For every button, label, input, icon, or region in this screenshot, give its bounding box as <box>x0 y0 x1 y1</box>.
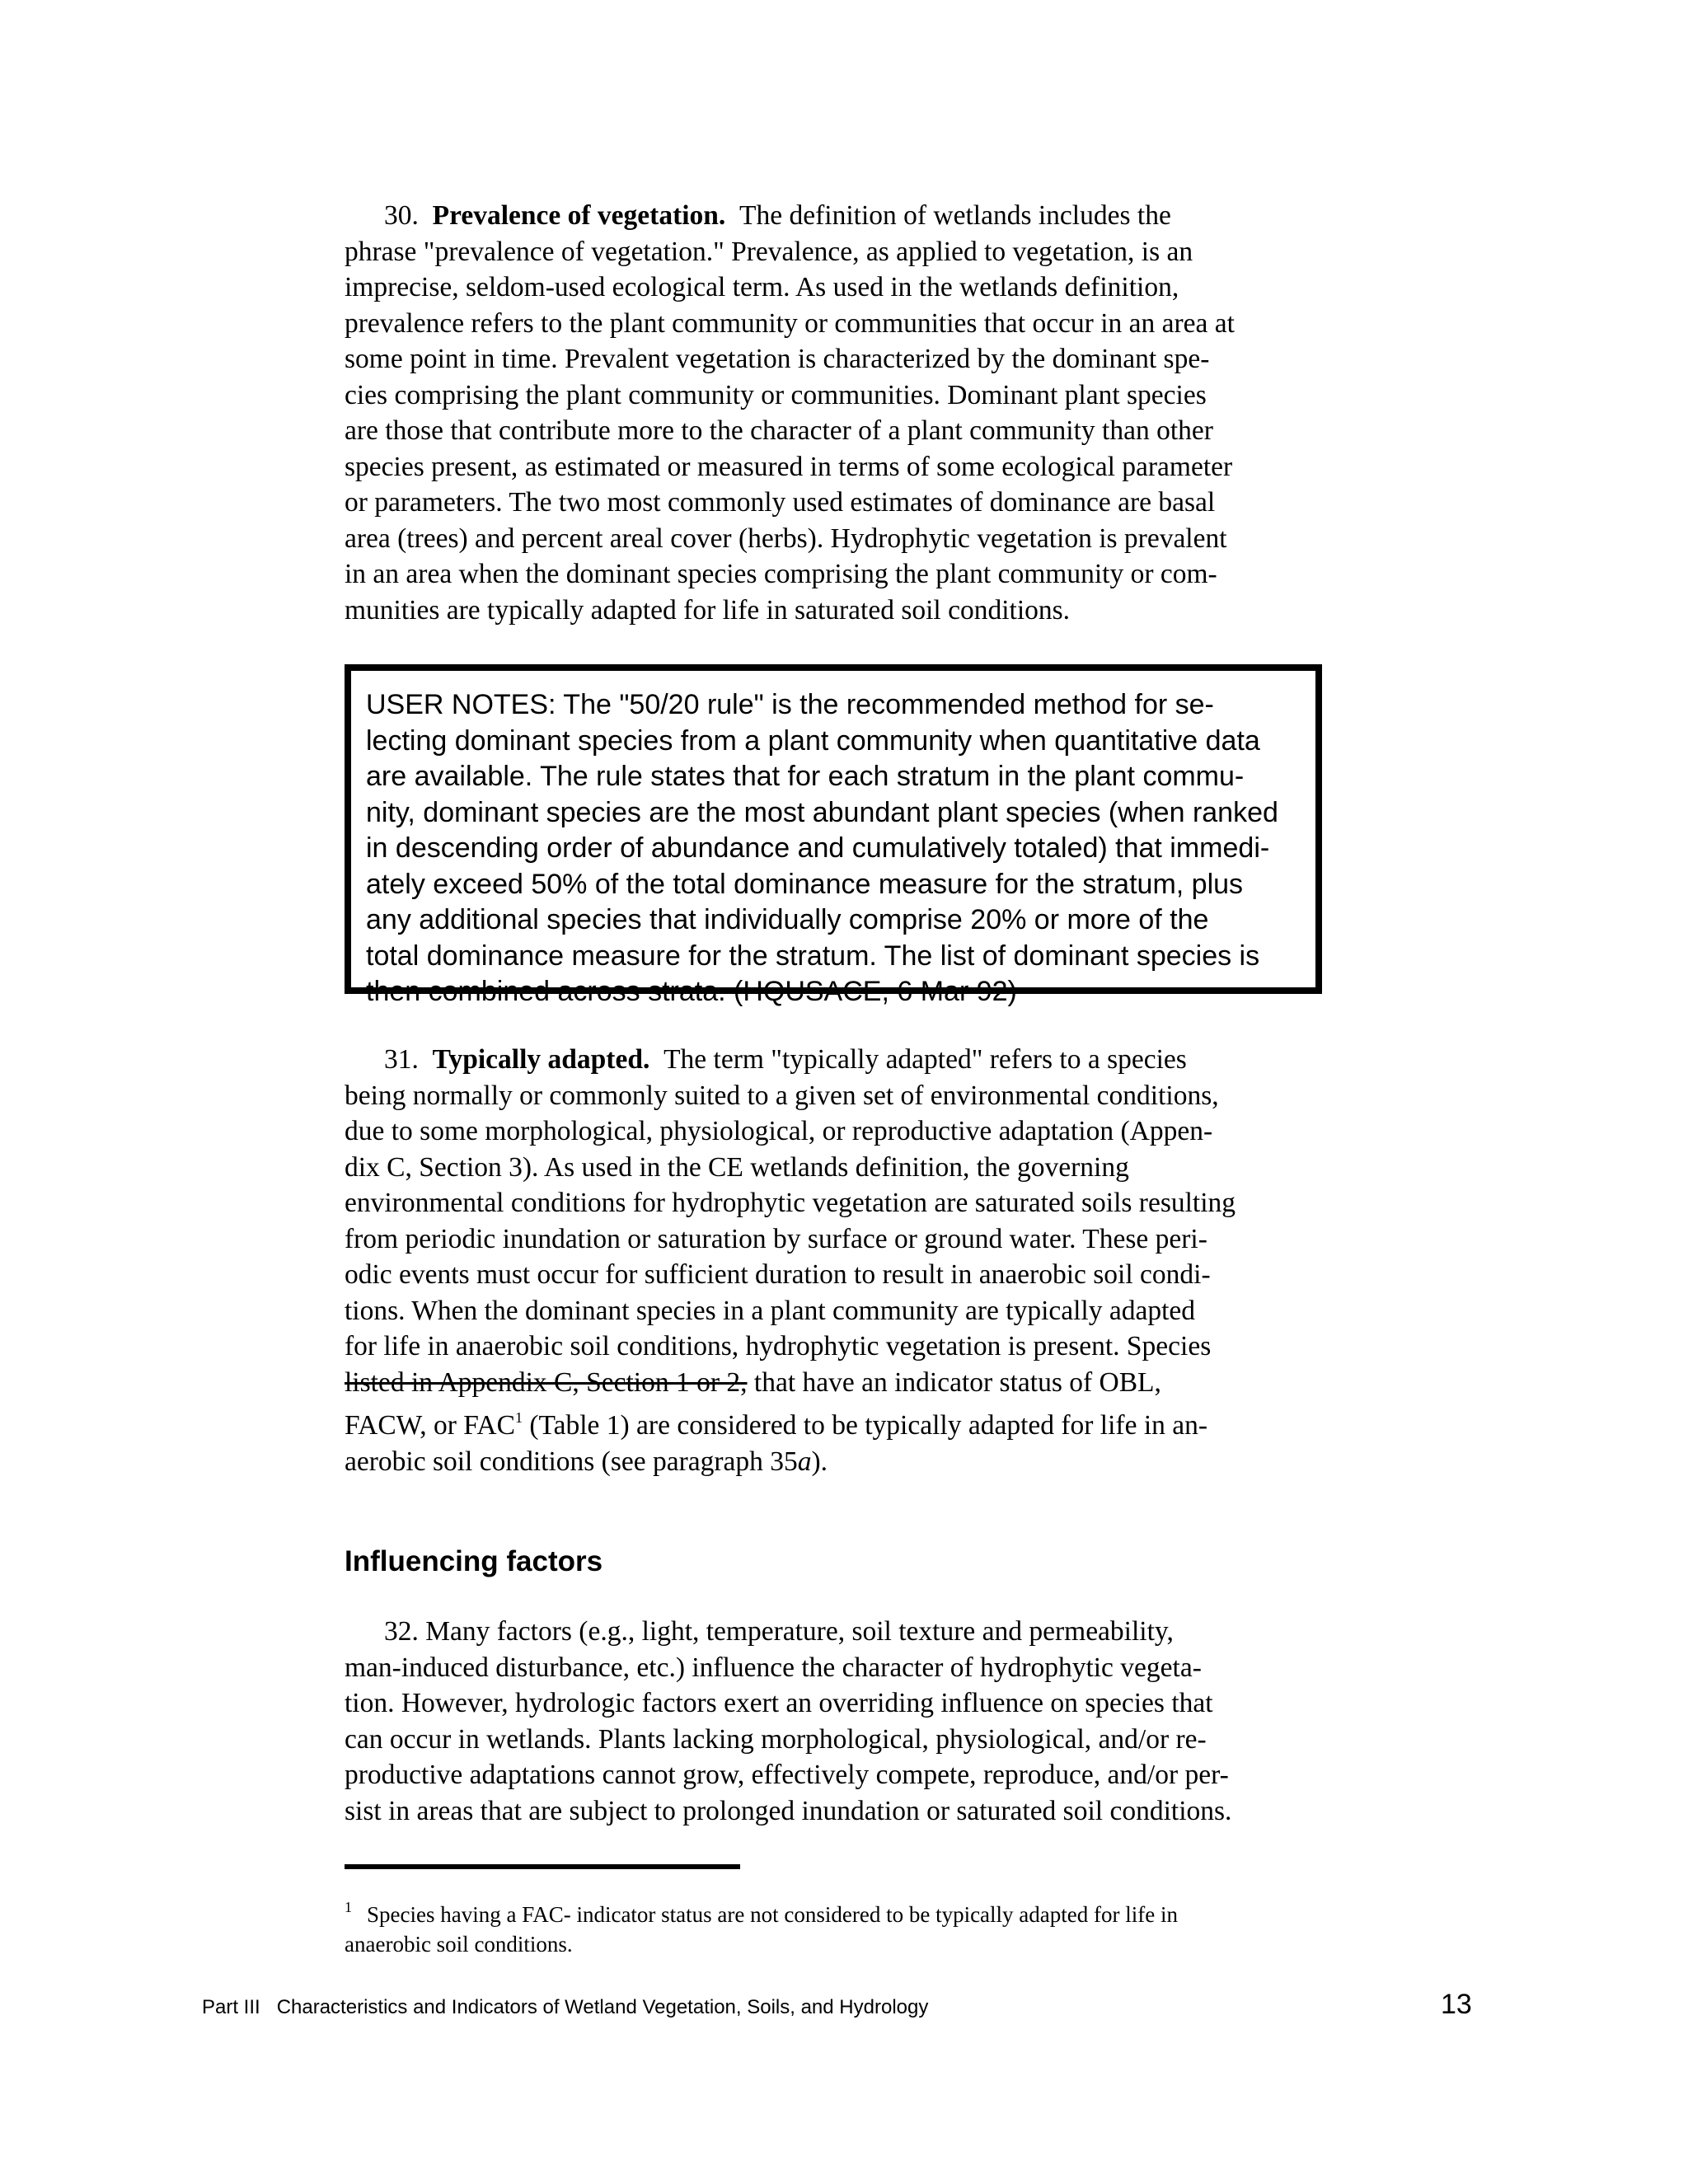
text-line: sist in areas that are subject to prolonged inundation or saturated soil conditions. <box>345 1795 1232 1826</box>
text-fragment: aerobic soil conditions (see paragraph 35 <box>345 1446 798 1477</box>
footnote-line <box>345 1892 1301 1929</box>
text-line: can occur in wetlands. Plants lacking morphological, physiological, and/or re- <box>345 1723 1207 1755</box>
paragraph-text: The definition of wetlands includes the <box>739 200 1171 231</box>
text-line: man-induced disturbance, etc.) influence the character of hydrophytic vegeta- <box>345 1652 1202 1683</box>
footer-title: Characteristics and Indicators of Wetland Vegetation, Soils, and Hydrology <box>276 1996 929 2018</box>
footnote-text: Species having a FAC- indicator status are not considered to be typically adapted for life in <box>367 1902 1178 1927</box>
user-notes-line: USER NOTES: The "50/20 rule" is the recommended method for se- <box>366 689 1214 720</box>
user-notes-line: then combined across strata. (HQUSACE, 6 Mar 92) <box>366 976 1017 1007</box>
text-line: for life in anaerobic soil conditions, hydrophytic vegetation is present. Species <box>345 1331 1212 1361</box>
paragraph-number: 31. <box>384 1044 419 1075</box>
text-line: or parameters. The two most commonly used estimates of dominance are basal <box>345 487 1216 518</box>
text-line: cies comprising the plant community or communities. Dominant plant species <box>345 379 1207 410</box>
footnote-line: anaerobic soil conditions. <box>345 1932 573 1957</box>
user-notes-line: nity, dominant species are the most abundant plant species (when ranked <box>366 796 1278 828</box>
text-line: munities are typically adapted for life in saturated soil conditions. <box>345 594 1071 626</box>
footnote-mark: 1 <box>345 1899 352 1915</box>
footnote-reference[interactable]: 1 <box>514 1409 523 1426</box>
paragraph-text: The term "typically adapted" refers to a species <box>663 1044 1187 1075</box>
footer-part: Part III <box>202 1996 260 2018</box>
section-heading: Influencing factors <box>345 1545 603 1577</box>
text-line-struck <box>345 1365 1292 1401</box>
paragraph-30-first-line <box>345 198 1292 234</box>
text-line: species present, as estimated or measured in terms of some ecological parameter <box>345 451 1233 482</box>
text-line: environmental conditions for hydrophytic vegetation are saturated soils resulting <box>345 1188 1236 1218</box>
italic-text: a <box>797 1446 812 1477</box>
text-line: odic events must occur for sufficient duration to result in anaerobic soil condi- <box>345 1259 1211 1290</box>
text-line: area (trees) and percent areal cover (herbs). Hydrophytic vegetation is prevalent <box>345 523 1227 554</box>
paragraph-title: Typically adapted. <box>432 1044 650 1075</box>
text-fragment: ). <box>811 1446 828 1477</box>
text-line: tions. When the dominant species in a plant community are typically adapted <box>345 1295 1196 1326</box>
user-notes-line: any additional species that individually comprise 20% or more of the <box>366 904 1209 935</box>
paragraph-32 <box>345 1614 1292 1829</box>
paragraph-number: 30. <box>384 200 419 231</box>
paragraph-title: Prevalence of vegetation. <box>432 200 726 231</box>
text-line: tion. However, hydrologic factors exert an overriding influence on species that <box>345 1688 1213 1718</box>
text-line: prevalence refers to the plant community or communities that occur in an area at <box>345 307 1235 339</box>
paragraph-32-first-line: 32. Many factors (e.g., light, temperature, soil texture and permeability, <box>384 1616 1174 1647</box>
text-line: due to some morphological, physiological, or reproductive adaptation (Appen- <box>345 1116 1213 1146</box>
text-line-last <box>345 1444 1292 1480</box>
text-line: from periodic inundation or saturation by surface or ground water. These peri- <box>345 1223 1207 1254</box>
user-notes-line: ately exceed 50% of the total dominance measure for the stratum, plus <box>366 868 1244 900</box>
text-line-footnote-ref <box>345 1400 1292 1444</box>
text-fragment: FACW, or FAC <box>345 1410 515 1441</box>
footnote-divider <box>345 1864 740 1869</box>
text-line: imprecise, seldom-used ecological term. As used in the wetlands definition, <box>345 272 1179 302</box>
text-line: being normally or commonly suited to a given set of environmental conditions, <box>345 1080 1219 1111</box>
text-fragment: (Table 1) are considered to be typically adapted for life in an- <box>522 1410 1208 1441</box>
user-notes-line: are available. The rule states that for each stratum in the plant commu- <box>366 761 1245 792</box>
user-notes-line: total dominance measure for the stratum. The list of dominant species is <box>366 940 1260 972</box>
text-line: in an area when the dominant species comprising the plant community or com- <box>345 559 1217 589</box>
text-line: some point in time. Prevalent vegetation is characterized by the dominant spe- <box>345 344 1210 374</box>
paragraph-30 <box>345 198 1292 628</box>
text-line: productive adaptations cannot grow, effectively compete, reproduce, and/or per- <box>345 1760 1229 1790</box>
struck-text: listed in Appendix C, Section 1 or 2, <box>345 1366 748 1398</box>
text-fragment: that have an indicator status of OBL, <box>747 1366 1161 1398</box>
user-notes-line: lecting dominant species from a plant community when quantitative data <box>366 724 1260 757</box>
page-number: 13 <box>1441 1989 1472 2020</box>
text-line: are those that contribute more to the character of a plant community than other <box>345 415 1213 446</box>
text-line: dix C, Section 3). As used in the CE wetlands definition, the governing <box>345 1151 1129 1183</box>
paragraph-31-first-line <box>345 1042 1292 1078</box>
user-notes-line: in descending order of abundance and cumulatively totaled) that immedi- <box>366 832 1270 864</box>
paragraph-31 <box>345 1042 1292 1479</box>
footnote <box>345 1892 1301 1959</box>
text-line: phrase "prevalence of vegetation." Prevalence, as applied to vegetation, is an <box>345 236 1193 267</box>
page-footer <box>202 1995 928 2020</box>
user-notes-box <box>345 664 1322 1007</box>
